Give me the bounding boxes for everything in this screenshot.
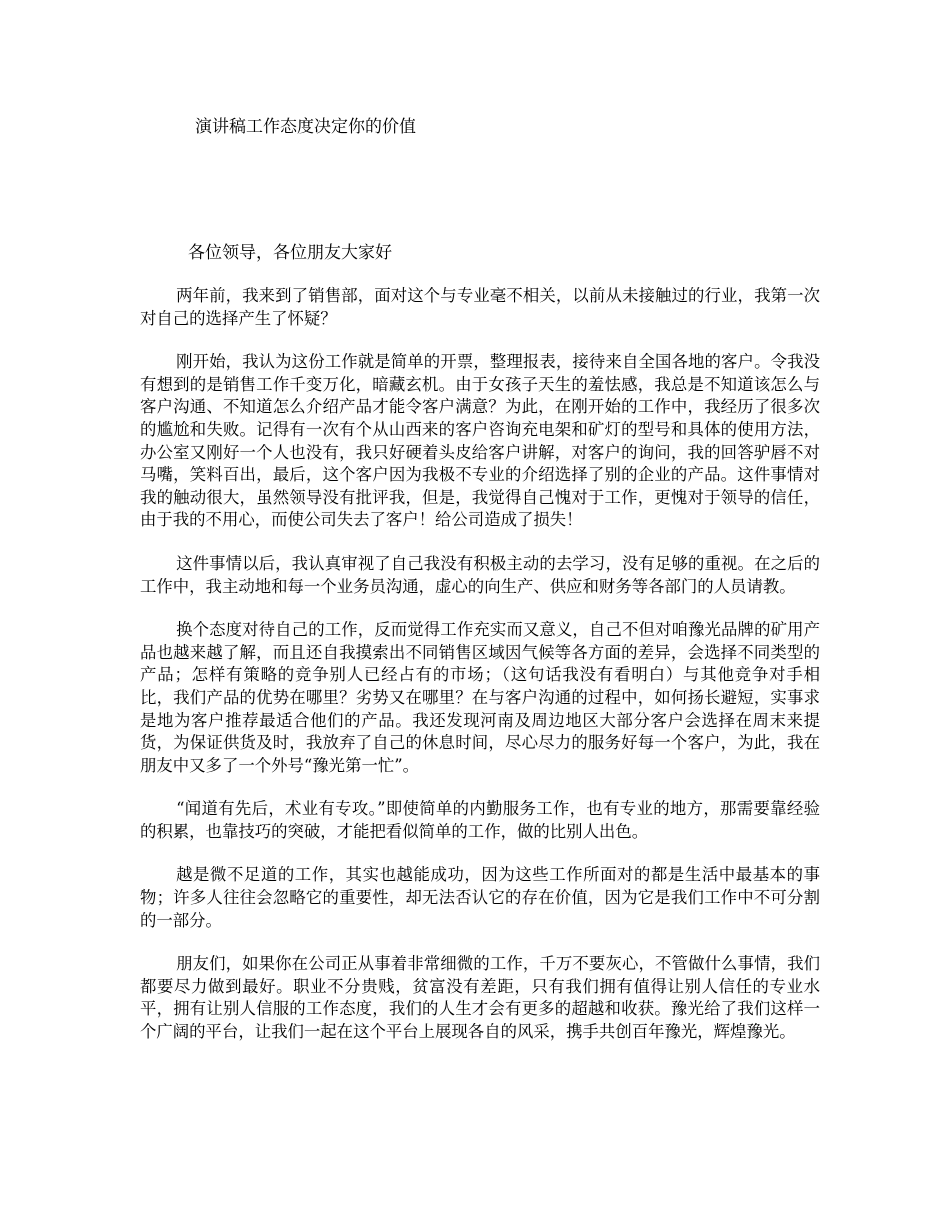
paragraph: 越是微不足道的工作，其实也越能成功，因为这些工作所面对的都是生活中最基本的事物；许多人往往会忽略它的重要性，却无法否认它的存在价值，因为它是我们工作中不可分割的一部分。 [140,865,820,930]
paragraph: “闻道有先后，术业有专攻。”即使简单的内勤服务工作，也有专业的地方，那需要靠经验的积累，也靠技巧的突破，才能把看似简单的工作，做的比别人出色。 [140,799,820,841]
document-title: 演讲稿工作态度决定你的价值 [195,117,416,137]
greeting-line: 各位领导，各位朋友大家好 [188,243,392,263]
paragraph: 这件事情以后，我认真审视了自己我没有积极主动的去学习，没有足够的重视。在之后的工作中，我主动地和每一个业务员沟通，虚心的向生产、供应和财务等各部门的人员请教。 [140,553,820,596]
paragraph: 朋友们，如果你在公司正从事着非常细微的工作，千万不要灰心，不管做什么事情，我们都要尽力做到最好。职业不分贵贱，贫富没有差距，只有我们拥有值得让别人信任的专业水平，拥有让别人信服的工作态度，我们的人生才会有更多的超越和收获。豫光给了我们这样一个广阔的平台，让我们一起在这个平台上展现各自的风采，携手共创百年豫光，辉煌豫光。 [140,954,820,1042]
document-body [140,285,820,1065]
paragraph: 两年前，我来到了销售部，面对这个与专业毫不相关，以前从未接触过的行业，我第一次对自己的选择产生了怀疑？ [140,286,820,328]
paragraph: 刚开始，我认为这份工作就是简单的开票，整理报表，接待来自全国各地的客户。令我没有想到的是销售工作千变万化，暗藏玄机。由于女孩子天生的羞怯感，我总是不知道该怎么与客户沟通、不知道怎么介绍产品才能令客户满意？为此，在刚开始的工作中，我经历了很多次的尴尬和失败。记得有一次有个从山西来的客户咨询充电架和矿灯的型号和具体的使用方法，办公室又刚好一个人也没有，我只好硬着头皮给客户讲解，对客户的询问，我的回答驴唇不对马嘴，笑料百出，最后，这个客户因为我极不专业的介绍选择了别的企业的产品。这件事情对我的触动很大，虽然领导没有批评我，但是，我觉得自己愧对于工作，更愧对于领导的信任，由于我的不用心，而使公司失去了客户！给公司造成了损失！ [140,352,820,530]
paragraph: 换个态度对待自己的工作，反而觉得工作充实而又意义，自己不但对咱豫光品牌的矿用产品也越来越了解，而且还自我摸索出不同销售区域因气候等各方面的差异，会选择不同类型的产品；怎样有策略的竞争别人已经占有的市场；（这句话我没有看明白）与其他竞争对手相比，我们产品的优势在哪里？劣势又在哪里？在与客户沟通的过程中，如何扬长避短，实事求是地为客户推荐最适合他们的产品。我还发现河南及周边地区大部分客户会选择在周末来提货，为保证供货及时，我放弃了自己的休息时间，尽心尽力的服务好每一个客户，为此，我在朋友中又多了一个外号“豫光第一忙”。 [140,620,820,775]
